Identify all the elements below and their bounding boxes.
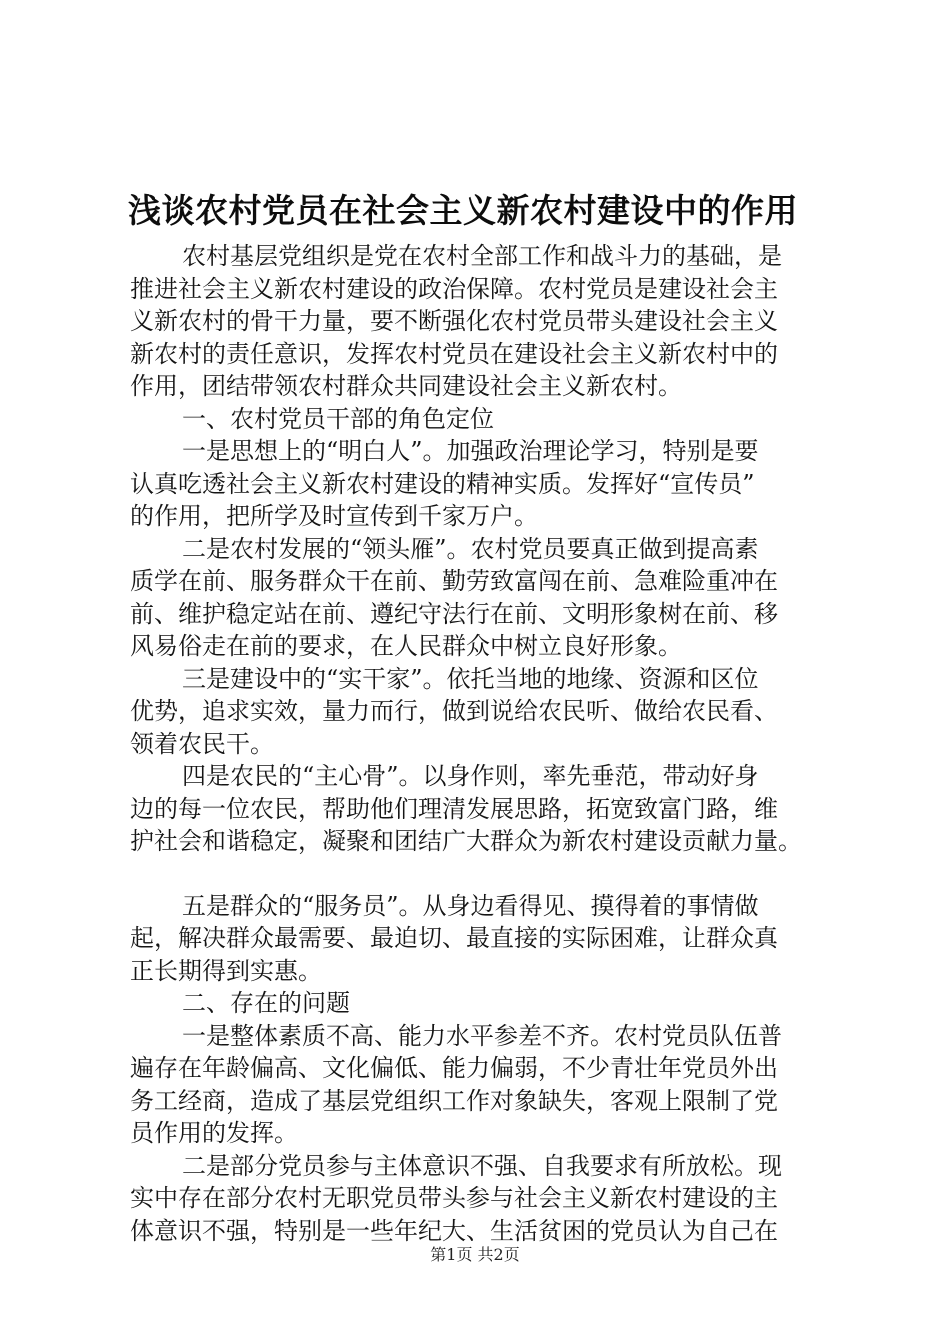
paragraph-line: 新农村的责任意识，发挥农村党员在建设社会主义新农村中的: [130, 339, 778, 368]
page-footer: 第1页 共2页: [430, 1245, 520, 1264]
paragraph-line: 一是思想上的“明白人”。加强政治理论学习，特别是要: [182, 437, 759, 465]
paragraph-line: 护社会和谐稳定，凝聚和团结广大群众为新农村建设贡献力量。: [130, 827, 802, 855]
paragraph-intro: [130, 240, 840, 403]
paragraph-spacer: [130, 858, 840, 890]
paragraph-line: 员作用的发挥。: [130, 1119, 298, 1147]
paragraph-line: 质学在前、服务群众干在前、勤劳致富闯在前、急难险重冲在: [130, 567, 778, 595]
paragraph-line: 体意识不强，特别是一些年纪大、生活贫困的党员认为自己在: [130, 1216, 778, 1245]
paragraph-line: 三是建设中的“实干家”。依托当地的地缘、资源和区位: [182, 664, 759, 693]
paragraph-line: 推进社会主义新农村建设的政治保障。农村党员是建设社会主: [130, 274, 778, 303]
paragraph-point-3: [130, 663, 840, 761]
paragraph-line: 正长期得到实惠。: [130, 956, 322, 985]
paragraph-line: 农村基层党组织是党在农村全部工作和战斗力的基础，是: [182, 242, 782, 270]
paragraph-line: 作用，团结带领农村群众共同建设社会主义新农村。: [130, 372, 682, 400]
paragraph-line: 实中存在部分农村无职党员带头参与社会主义新农村建设的主: [130, 1184, 778, 1212]
paragraph-line: 前、维护稳定站在前、遵纪守法行在前、文明形象树在前、移: [130, 599, 778, 628]
section-heading-2: [130, 987, 840, 1020]
section-heading-text: 二、存在的问题: [182, 989, 350, 1017]
section-heading-text: 一、农村党员干部的角色定位: [182, 404, 494, 433]
paragraph-line: 义新农村的骨干力量，要不断强化农村党员带头建设社会主义: [130, 307, 778, 335]
paragraph-line: 二是部分党员参与主体意识不强、自我要求有所放松。现: [182, 1151, 782, 1180]
paragraph-line: 认真吃透社会主义新农村建设的精神实质。发挥好“宣传员”: [130, 469, 755, 498]
paragraph-line: 二是农村发展的“领头雁”。农村党员要真正做到提高素: [182, 534, 759, 563]
paragraph-line: 五是群众的“服务员”。从身边看得见、摸得着的事情做: [182, 891, 759, 920]
paragraph-line: 务工经商，造成了基层党组织工作对象缺失，客观上限制了党: [130, 1086, 778, 1115]
paragraph-point-4: [130, 760, 840, 858]
paragraph-line: 边的每一位农民，帮助他们理清发展思路，拓宽致富门路，维: [130, 794, 778, 823]
paragraph-point-5: [130, 890, 840, 988]
paragraph-line: 优势，追求实效，量力而行，做到说给农民听、做给农民看、: [130, 697, 778, 725]
document-body: [130, 240, 840, 1247]
document-title: 浅谈农村党员在社会主义新农村建设中的作用: [128, 191, 798, 230]
paragraph-line: 一是整体素质不高、能力水平参差不齐。农村党员队伍普: [182, 1021, 782, 1050]
paragraph-line: 领着农民干。: [130, 729, 274, 758]
paragraph-point-1: [130, 435, 840, 533]
paragraph-problem-1: [130, 1020, 840, 1150]
paragraph-line: 四是农民的“主心骨”。以身作则，率先垂范，带动好身: [182, 762, 759, 790]
paragraph-line: 风易俗走在前的要求，在人民群众中树立良好形象。: [130, 632, 682, 660]
paragraph-line: 遍存在年龄偏高、文化偏低、能力偏弱，不少青壮年党员外出: [130, 1054, 778, 1082]
paragraph-point-2: [130, 533, 840, 663]
paragraph-line: 的作用，把所学及时宣传到千家万户。: [130, 502, 538, 530]
paragraph-problem-2: [130, 1150, 840, 1248]
section-heading-1: [130, 403, 840, 436]
paragraph-line: 起，解决群众最需要、最迫切、最直接的实际困难，让群众真: [130, 924, 778, 952]
